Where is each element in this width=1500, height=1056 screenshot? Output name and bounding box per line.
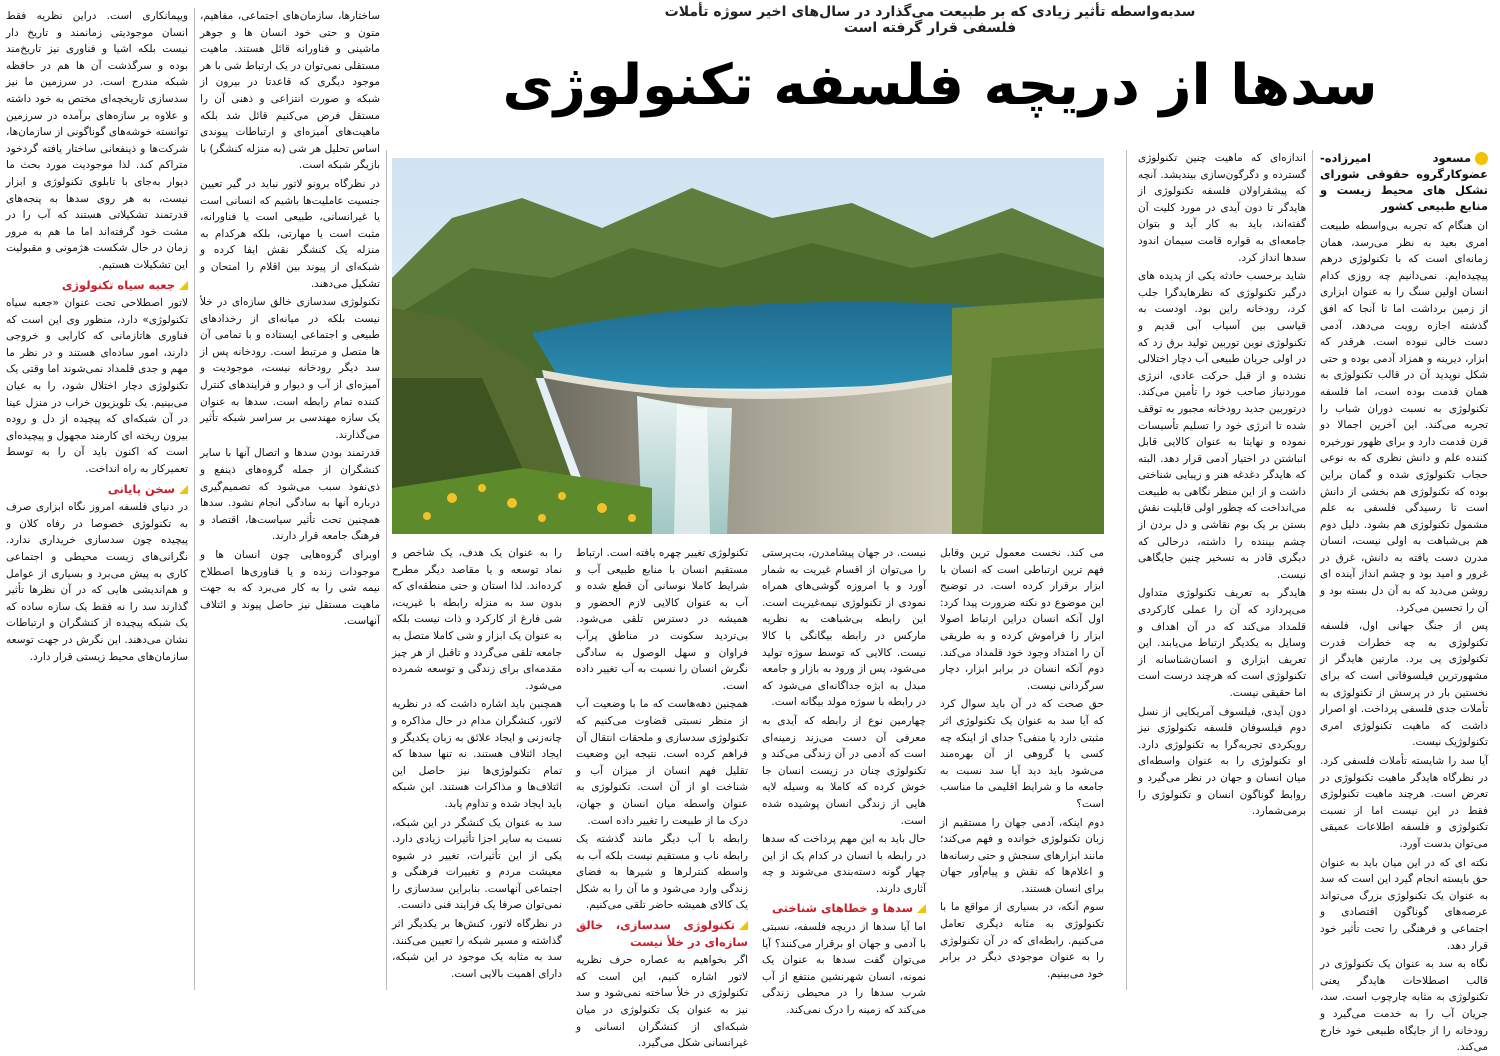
paragraph: را به عنوان یک هدف، یک شاخص و نماد توسعه و یا مقاصد دیگر مطرح کرده‌اند. لذا استان و حتی منطقه‌ای که بدون سد به منزله رابطه با غیریت، شی فارغ از کارکرد و ذات نیست بلکه به عنوان یک ابزار و شی کاملا متصل به جامعه تلقی می‌گردد و تاقبل از هر چیز مقدمه‌ای برای زندگی و توسعه شمرده می‌شود.: [392, 547, 562, 692]
dam-photo: [392, 158, 1104, 534]
paragraph: شاید برحسب حادثه یکی از پدیده های درگیر تکنولوژی که نظرهایدگرا جلب کرد، رودخانه راین بود. اودست به قیاسی بین آسیاب آبی قدیم و تکنولوژی نوین توربین تولید برق زد که در اولی جریان طبیعی آب دچار اختلالی نشده و از قبل حرکت عادی، انرژی موردنیاز صاحب خود را تأمین می‌کند. درتوربین جدید رودخانه مجبور به توقف شده تا انرژی خود را تسلیم تأسیسات نموده و نهایتا به عنوان کالایی قابل انباشتن در اختیار آدمی قرار دهد. البته که هایدگر دغدغه هنر و زیبایی شناختی داشت و از این منظر نگاهی به طبیعت می‌انداخت که چطور اولی قابلیت نقش بستن بر یک بوم نقاشی و دل بردن از چشم بیننده را داشته، درحالی که دیگری قادر به تسخیر چنین جایگاهی نیست.: [1137, 270, 1306, 581]
paragraph: چهارمین نوع از رابطه که آیدی به معرفی آن دست می‌زند زمینه‌ای است که آدمی در آن زندگی می‌کند و تکنولوژی چنان در زیست انسان جا خوش کرده که کاملا به وسیله لایه هایی از زندگی انسان پوشیده شده است.: [762, 714, 926, 827]
paragraph: هایدگر به تعریف تکنولوژی متداول می‌پردازد که آن را عملی کارکردی قلمداد می‌کند که در آن اهداف و وسایل به یکدیگر ارتباط می‌یابند. این تعریف ابزاری و انسان‌شناسانه از تکنولوژی است که هرچند درست است اما حقیقی نیست.: [1138, 587, 1306, 699]
paragraph: سد به عنوان یک کنشگر در این شبکه، نسبت به سایر اجزا تأثیرات زیادی دارد. یکی از این تأثیرات، تغییر در شیوه معیشت مردم و تغییرات فرهنگی و اجتماعی آنهاست. بنابراین سدسازی را نمی‌توان صرفا یک فرایند فنی دانست.: [392, 816, 562, 912]
paragraph: همچنین باید اشاره داشت که در نظریه لاتور، کنشگران مدام در حال مذاکره و چانه‌زنی و ایجاد علائق به زبان یکدیگر و ایجاد ائتلاف هستند. نه تنها سدها که تمام تکنولوژی‌ها نیز حاصل این ائتلاف‌ها و مذاکرات هستند. این شبکه باید ایجاد شده و تداوم یابد.: [392, 698, 562, 810]
subheading-black-box: جعبه سیاه تکنولوژی: [6, 277, 188, 294]
paragraph: ساختارها، سازمان‌های اجتماعی، مفاهیم، متون و حتی خود انسان ها و جوهر ماشینی و فناورانه قائل هستند. ماهیت مستقلی نمی‌توان در یک ارتباط شی با هر موجود دیگری که قاعدتا در بیرون از شبکه و صورت انتزاعی و ذهنی آن را مستقل فرض می‌کنیم قائل شد بلکه ماهیت‌های آمیزه‌ای و ارتباطات پیوندی اساس تحلیل هر شی (به منزله کنشگر) با بازیگر شبکه است.: [200, 10, 380, 172]
paragraph: دون آیدی، فیلسوف آمریکایی از نسل دوم فیلسوفان فلسفه تکنولوژی نیز رویکردی تجربه‌گرا به تکنولوژی دارد. او تکنولوژی را به عنوان واسطه‌ای میان انسان و جهان در نظر می‌گیرد و روابط گوناگون انسان و تکنولوژی را برمی‌شمارد.: [1138, 705, 1306, 818]
column-7: [200, 8, 380, 990]
paragraph: اندازه‌ای که ماهیت چنین تکنولوژی گسترده و دگرگون‌سازی بیندیشد. آنچه که پیشقراولان فلسفه تکنولوژی از هایدگر تا دون آیدی در مورد کلیت آن گفته‌اند، باید به کار آید و بتوان جامعه‌ای به قواره قامت سیمان اندود سدها انداز کرد.: [1138, 152, 1306, 264]
dam-photo-illustration: [392, 158, 1104, 534]
paragraph: دوم اینکه، آدمی جهان را مستقیم از زبان تکنولوژی خوانده و فهم می‌کند؛ مانند ابزارهای سنجش و حتی رسانه‌ها و اعلام‌ها که نقش و پیام‌آور جهان برای انسان هستند.: [940, 816, 1104, 895]
paragraph: آیا سد را شایسته تأملات فلسفی کرد. در نظرگاه هایدگر ماهیت تکنولوژی در تعرض است. هرچند ماهیت تکنولوژی فقط در این نیست اما از نسبت تکنولوژی و فلسفه اطلاعات عمیقی می‌توان بدست آورد.: [1320, 755, 1488, 850]
column-5: [576, 545, 748, 1050]
byline-marker-icon: [1475, 152, 1488, 165]
column-6: [392, 545, 562, 990]
paragraph: اگر بخواهیم به عصاره حرف نظریه لاتور اشاره کنیم، این است که تکنولوژی در خلأ ساخته نمی‌شود و سد نیز به عنوان یک تکنولوژی در میان شبکه‌ای از کنشگران انسانی و غیرانسانی شکل می‌گیرد.: [576, 954, 748, 1050]
subhead-marker-icon: [179, 281, 188, 290]
subheading-dam-technology: تکنولوژی سدسازی، خالق سازه‌ای در خلأ نیست: [576, 918, 748, 949]
paragraph: تکنولوژی سدسازی خالق سازه‌ای در خلأ نیست بلکه در میانه‌ای از رخدادهای طبیعی و اجتماعی ایستاده و با تمامی آن ها متصل و مرتبط است. رودخانه پس از سد دیگر رودخانه نیست، موجودیت و آمیزه‌ای از آب و دیوار و فرایندهای کنترل کننده تمام رابطه است. سدها به عنوان یک سازه مهندسی بر سراسر شبکه تأثیر می‌گذارند.: [200, 296, 380, 441]
paragraph: نیست. در جهان پیشامدرن، بت‌پرستی را می‌توان از اقسام غیریت به شمار آورد و یا امروزه گوشی‌های همراه نمودی از تکنولوژی نیمه‌غیریت است. این رابطه بی‌شباهت به نظریه مارکس در رابطه بیگانگی با کالا نیست. کالایی که توسط سوژه تولید می‌شود، پس از ورود به بازار و جامعه مبدل به ابژه جداگانه‌ای می‌شود که در رابطه با سوژه مولد بیگانه است.: [762, 547, 926, 709]
paragraph: پس از جنگ جهانی اول، فلسفه تکنولوژی به چه خطرات قدرت تکنولوژی پی برد. مارتین هایدگر از مشهورترین فیلسوفانی است که برای نخستین بار در پرسش از تکنولوژی به تأملات جدی فلسفی پرداخت. او اصرار داشت که ماهیت تکنولوژی امری تکنولوژیک نیست.: [1320, 620, 1488, 749]
paragraph: قدرتمند بودن سدها و اتصال آنها با سایر کنشگران از جمله گروه‌های ذینفع و ذی‌نفوذ سبب می‌شود که تصمیم‌گیری درباره آنها به سادگی انجام نشود. سدها همچنین تحت تأثیر سیاست‌ها، اقتصاد و فرهنگ جامعه قرار دارند.: [200, 447, 380, 543]
paragraph: اوبرای گروه‌هایی چون انسان ها و موجودات زنده و یا فناوری‌ها اصطلاح نیمه شی را به کار می‌برد که به جهت ماهیت مستقل نیز حاصل پیوند و ائتلاف آنهاست.: [200, 549, 380, 628]
byline: مسعود امیرزاده-عضوکارگروه حقوقی شورای تشکل های محیط زیست و منابع طبیعی کشور: [1320, 151, 1488, 213]
column-4: [762, 545, 926, 1017]
subhead-marker-icon: [179, 485, 188, 494]
column-2: [1138, 150, 1306, 990]
paragraph: حق صحت که در آن باید سوال کرد که آیا سد به عنوان یک تکنولوژی اثر مثبتی دارد یا منفی؟ جدای از اینکه چه کسی یا گروهی از آن بهره‌مند می‌شود باید دید آیا سد نسبت به جامعه ما و شرایط اقلیمی ما مناسب است؟: [940, 698, 1104, 810]
column-1: [1320, 150, 1488, 1054]
paragraph: لاتور اصطلاحی تحت عنوان «جعبه سیاه تکنولوژی» دارد، منظور وی این است که فناوری هاتازمانی که کارایی و خروجی دارند، امور ساده‌ای هستند و در نظر ما مهم و جدی قلمداد نمی‌شوند اما وقتی یک تکنولوژی دچار اختلال شود، را به عیان می‌بینیم. یک تلویزیون خراب در منزل عینا در آن شبکه‌ای که پیچیده از دل و روده بیرون ریخته ای کارمند مجهول و پیچیده‌ای است که اکنون باید آن را به توسط تعمیرکار به راه انداخت.: [6, 297, 188, 476]
paragraph: در دنیای فلسفه امروز نگاه ابزاری صرف به تکنولوژی خصوصا در رفاه کلان و پیچیده چون سدسازی خریداری ندارد. نگرانی‌های زیست محیطی و اجتماعی کاری به پیش می‌برد و بسیاری از عوامل و هم‌اندیشی هایی که در آن نظرها تأثیر گذارند سد را نه فقط یک سازه ساده که یک شبکه پیچیده از کنشگران و ارتباطات نشان می‌دهند. این نگرش در جهت توسعه سازمان‌های محیط زیستی قرار دارد.: [6, 501, 188, 663]
paragraph: نگاه به سد به عنوان یک تکنولوژی در قالب اصطلاحات هایدگر یعنی تکنولوژی به مثابه چارچوب است. سد، جریان آب را به خدمت می‌گیرد و رودخانه را از جایگاه طبیعی خود خارج می‌کند.: [1320, 958, 1488, 1054]
article-headline: سدها از دریچه فلسفه تکنولوژی: [502, 53, 1378, 118]
paragraph: می کند. نخست معمول ترین وقابل فهم ترین ارتباطی است که انسان با ابزار برقرار کرده است. در توضیح این موضوع دو نکته ضرورت پیدا کرد: اول آنکه انسان دراین ارتباط اصولا ابزار را فراموش کرده و به طریقی آن را امتداد وجود خود قلمداد می‌کند. دوم آنکه انسان در برابر ابزار، دچار سرگردانی نیست.: [940, 547, 1104, 692]
paragraph: اما آیا سدها از دریچه فلسفه، نسبتی با آدمی و جهان او برقرار می‌کنند؟ آیا می‌توان گفت سدها به عنوان یک نمونه، انسان شهرنشین منتفع از آب شرب سدها را در محیطی زندگی می‌کند که زمینه را درک نمی‌کند.: [762, 921, 926, 1017]
paragraph: تکنولوژی تغییر چهره یافته است. ارتباط مستقیم انسان با منابع طبیعی آب و شرایط کاملا نوسانی آن قطع شده و آب به عنوان کالایی لازم الحضور و همیشه در دسترس تلقی می‌شود. بی‌تردید سکونت در مناطق پرآب فراوان و سهل الوصول به سادگی نگرش انسان را نسبت به آب تغییر داده است.: [576, 547, 748, 692]
column-divider: [386, 150, 387, 990]
paragraph: حال باید به این مهم پرداخت که سدها در رابطه با انسان در کدام یک از این چهار گونه دسته‌بندی می‌شوند و چه آثاری دارند.: [762, 833, 926, 895]
subheading-final-word: سخن پایانی: [6, 481, 188, 498]
column-8: [6, 8, 188, 990]
column-3: [940, 545, 1104, 990]
paragraph: رابطه با آب دیگر مانند گذشته یک رابطه ناب و مستقیم نیست بلکه آب به واسطه کنترلرها و شیرها به فضای زندگی وارد می‌شود و ما آن را به شکل یک کالای همیشه حاضر تلقی می‌کنیم.: [576, 833, 748, 912]
subhead-marker-icon: [917, 904, 926, 913]
paragraph: ان هنگام که تجربه بی‌واسطه طبیعت امری بعید به نظر می‌رسد، همان زمانه‌ای است که با تکنولوژی درهم پیچیده‌ایم. نمی‌دانیم چه روزی کدام انسان اولین سنگ را به عنوان ابزاری از زمین برداشت اما تا آنجا که افق گذشته اجازه رویت می‌دهد، آدمی دست خالی نبوده است. هرقدر که ابزار، دیرینه و همزاد آدمی بوده و حتی شکل نوپدید آن در قالب تکنولوژی به همان قدمت بوده است، اما فلسفه تکنولوژی به نسبت دوران شباب را تجربه می‌کند. این آخرین اجمالا دو قرن قدمت دارد و برای ظهور نورخیره کننده علم و دانش نظری که به نوعی حجاب تکنولوژی شده و گمان براین بوده که تکنولوژی هم بخشی از دانش است تا رسیدگی فلسفی به علم مشمول تکنولوژی هم بشود. دلیل دوم هم بی‌شباهت به اولی نیست، انسان مدرن دست یافته به دانش، غرق در غرور و امید بود و چشم انداز آینده ای روشن می‌دید که به آن دل بسته بود و آن را تحسین می‌کرد.: [1320, 220, 1488, 614]
paragraph: همچنین دهه‌هاست که ما با وضعیت آب از منظر نسبتی قضاوت می‌کنیم که تکنولوژی سدسازی و ملحقات انتقال آن فراهم کرده است. نتیجه این وضعیت تقلیل فهم انسان از میزان آب و شناخت او از آن است. تکنولوژی به عنوان واسطه میان انسان و جهان، درک ما از طبیعت را تغییر داده است.: [576, 698, 748, 827]
article-supertitle: سدبه‌واسطه تأثیر زیادی که بر طبیعت می‌گذارد در سال‌های اخیر سوژه تأملات فلسفی قرار گرفته است: [664, 4, 1196, 36]
column-divider: [1126, 150, 1127, 990]
column-divider: [1312, 150, 1313, 990]
paragraph: در نظرگاه برونو لاتور نباید در گیر تعیین جنسیت عاملیت‌ها باشیم که انسانی است یا غیرانسانی، طبیعی است یا فناورانه، مثبت است یا مهارتی، بلکه هرکدام به منزله یک کنشگر نقش ایفا کرده و شبکه‌ای از پیوند بین اقلام را امتحان و تشکیل می‌دهند.: [200, 177, 380, 290]
paragraph: ویپمانکاری است. دراین نظریه فقط انسان موجودیتی زمانمند و تاریخ دار نیست بلکه اشیا و فناوری نیز تاریخ‌مند بوده و سرگذشت آن ها هم در حافظه شبکه مندرج است. در سرزمین ما نیز سدسازی تاریخچه‌ای مختص به خود داشته و علاوه بر سازه‌های برآمده در سرزمین توانسته خوشه‌های گوناگونی از سازمان‌ها، شرکت‌ها و ذینفعانی ساختار یافته گردخود متراکم کند. لذا موجودیت مورد بحث ما دیوار به‌جای با تابلوی تکنولوژی و ابزار نیست، به هر روی سدها به پنجه‌های قدرتمند تشکیلاتی هستند که آب را در مشت خود گرفته‌اند اما ما هم به مرور زمان در حال شکست هژمونی و مقبولیت این تشکیلات هستیم.: [6, 10, 188, 271]
column-divider: [194, 8, 195, 990]
subhead-marker-icon: [739, 921, 748, 930]
paragraph: در نظرگاه لاتور، کنش‌ها بر یکدیگر اثر گذاشته و مسیر شبکه را تعیین می‌کنند. سد به مثابه یک موجود در این شبکه، دارای اهمیت بالایی است.: [392, 918, 562, 980]
subheading-cognitive-errors: سدها و خطاهای شناختی: [762, 900, 926, 917]
paragraph: نکته ای که در این میان باید به عنوان حق بایسته انجام گیرد این است که سد به عنوان یک تکنولوژی بزرگ می‌تواند عرصه‌های گوناگون اقتصادی و اجتماعی و فرهنگی را تحت تأثیر خود قرار دهد.: [1320, 856, 1488, 952]
paragraph: سوم آنکه، در بسیاری از مواقع ما با تکنولوژی به مثابه دیگری تعامل می‌کنیم. رابطه‌ای که در آن تکنولوژی را به عنوان موجودی دیگر در برابر خود می‌بینیم.: [940, 901, 1104, 980]
